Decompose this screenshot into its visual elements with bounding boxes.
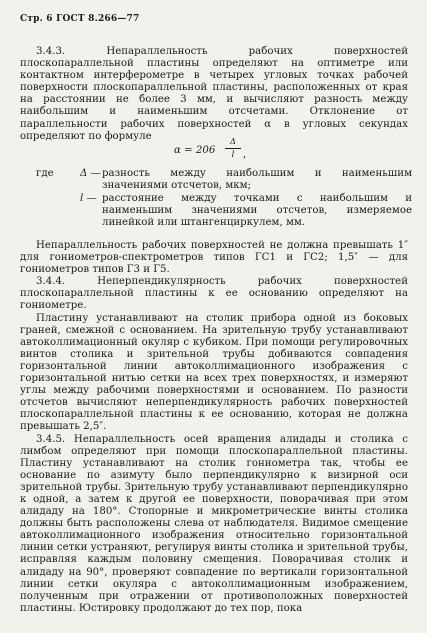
paragraph-3-4-4: 3.4.4. Неперпендикулярность рабочих поверхностей плоскопараллельной пластины к ее основанию определяют на гониометре.	[20, 276, 408, 312]
paragraph-3-4-5: 3.4.5. Непараллельность осей вращения алидады и столика с лимбом определяют при помощи плоскопараллельной пластины. Пластину устанавливают на столик гониометра так, чтобы ее основание по азимуту было перпендикулярно к визирной оси зрительной трубы. Зрительную трубу устанавливают перпендикулярно к одной, а затем к другой ее поверхности, поворачивая при этом алидаду на 180°. Стопорные и микрометрические винты столика должны быть расположены слева от наблюдателя. Видимое смещение автоколлимационного изображения относительно горизонтальной линии сетки устраняют, регулируя винты столика и зрительной трубы, исправляя каждым половину смещения. Поворачивая столик и алидаду на 90°, проверяют совпадение по вертикали горизонтальной линии сетки окуляра с автоколлимационным изображением, полученным при отражении от противоположных поверхностей пластины. Юстировку продолжают до тех пор, пока	[20, 433, 408, 614]
body-paragraphs	[20, 240, 408, 615]
formula-denominator: l	[231, 150, 235, 160]
formula-fraction	[225, 137, 241, 160]
where-symbol: Δ —	[80, 168, 101, 179]
paragraph-plate-procedure: Пластину устанавливают на столик прибора одной из боковых граней, смежной с основанием. На зрительную трубу устанавливают автоколлимационный окуляр с кубиком. При помощи регулировочных винтов столика и зрительной трубы добиваются совпадения горизонтальной линии автоколлимационного изображения с горизонтальной нитью сетки на всех трех поверхностях, и измеряют углы между рабочими поверхностями и основанием. По разности отсчетов вычисляют неперпендикулярность рабочих поверхностей плоскопараллельной пластины к ее основанию, которая не должна превышать 2,5″.	[20, 312, 408, 433]
paragraph-nonparallel-limit: Непараллельность рабочих поверхностей не должна превышать 1″ для гониометров-спектрометров типов ГС1 и ГС2; 1,5″ — для гониометров типов Г3 и Г5.	[20, 240, 408, 276]
formula-trailing-comma: ,	[243, 149, 247, 160]
page-header: Стр. 6 ГОСТ 8.266—77	[20, 14, 140, 24]
formula-lhs: α = 206	[174, 145, 216, 156]
where-definition: расстояние между точками с наибольшим и наименьшим значениями отсчетов, измеряемое линейкой или штангенциркулем, мм.	[102, 193, 412, 229]
where-symbol: l —	[80, 193, 97, 204]
formula-alpha	[170, 137, 290, 167]
formula-numerator: Δ	[229, 137, 237, 147]
where-lead: где	[36, 168, 54, 179]
where-definition: разность между наибольшим и наименьшим значениями отсчетов, мкм;	[102, 168, 412, 192]
paragraph-3-4-3: 3.4.3. Непараллельность рабочих поверхностей плоскопараллельной пластины определяют на оптиметре или контактном интерферометре в четырех угловых точках рабочей поверхности плоскопараллельной пластины, расположенных от края на расстоянии не более 3 мм, и вычисляют разность между наибольшим и наименьшим отсчетами. Отклонение от параллельности рабочих поверхностей α в угловых секундах определяют по формуле	[20, 46, 408, 142]
fraction-bar	[225, 148, 241, 149]
